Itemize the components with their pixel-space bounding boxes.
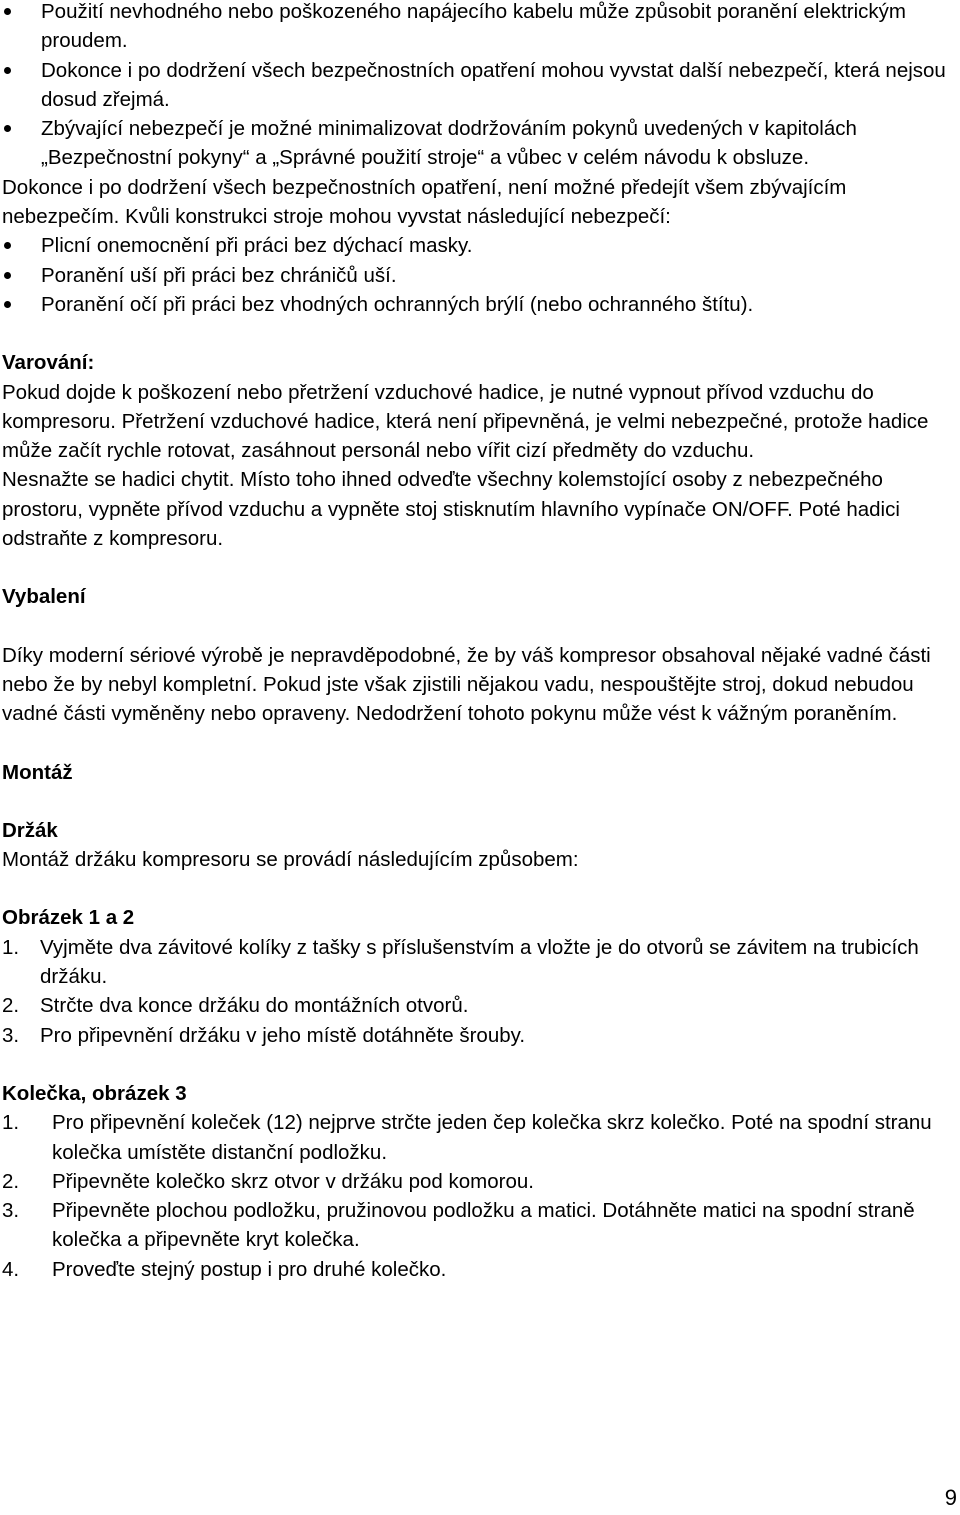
list-item bbox=[2, 1021, 954, 1050]
list-item bbox=[2, 1108, 954, 1167]
spacer bbox=[2, 319, 954, 348]
step-text: Vyjměte dva závitové kolíky z tašky s příslušenstvím a vložte je do otvorů se závitem na trubicích držáku. bbox=[40, 935, 919, 989]
step-number: 1. bbox=[2, 935, 20, 959]
safety-bullet-list bbox=[2, 0, 954, 173]
list-item bbox=[2, 1255, 954, 1284]
step-text: Připevněte kolečko skrz otvor v držáku pod komorou. bbox=[52, 1169, 534, 1193]
manual-page bbox=[2, 0, 954, 1284]
page-number: 9 bbox=[944, 1485, 957, 1510]
warning-paragraph-2: Nesnažte se hadici chytit. Místo toho ihned odveďte všechny kolemstojící osoby z nebezpečného prostoru, vypněte přívod vzduchu a vypněte stoj stisknutím hlavního vypínače ON/OFF. Poté hadici odstraňte z kompresoru. bbox=[2, 468, 900, 551]
holder-paragraph: Montáž držáku kompresoru se provádí následujícím způsobem: bbox=[2, 848, 579, 872]
list-item: Zbývající nebezpečí je možné minimalizovat dodržováním pokynů uvedených v kapitolách „Bezpečnostní pokyny“ a „Správné použití stroje“ a vůbec v celém návodu k obsluze. bbox=[2, 114, 954, 173]
hazard-bullet-list bbox=[2, 231, 954, 319]
list-item: Poranění uší při práci bez chráničů uší. bbox=[2, 261, 954, 290]
spacer bbox=[2, 553, 954, 582]
list-item bbox=[2, 991, 954, 1020]
step-text: Připevněte plochou podložku, pružinovou podložku a matici. Dotáhněte matici na spodní straně kolečka a připevněte kryt kolečka. bbox=[52, 1199, 915, 1252]
holder-steps-list bbox=[2, 933, 954, 1050]
step-number: 2. bbox=[2, 1169, 20, 1193]
step-number: 4. bbox=[2, 1257, 20, 1281]
list-item bbox=[2, 1167, 954, 1196]
assembly-heading: Montáž bbox=[2, 760, 73, 784]
list-item bbox=[2, 1196, 954, 1255]
list-item: Použití nevhodného nebo poškozeného napájecího kabelu může způsobit poranění elektrickým proudem. bbox=[2, 0, 954, 56]
step-number: 3. bbox=[2, 1023, 20, 1047]
step-text: Strčte dva konce držáku do montážních otvorů. bbox=[40, 994, 469, 1018]
list-item: Plicní onemocnění při práci bez dýchací masky. bbox=[2, 231, 954, 260]
list-item: Dokonce i po dodržení všech bezpečnostních opatření mohou vyvstat další nebezpečí, která nejsou dosud zřejmá. bbox=[2, 56, 954, 115]
spacer bbox=[2, 612, 954, 641]
spacer bbox=[2, 1050, 954, 1079]
spacer bbox=[2, 874, 954, 903]
spacer bbox=[2, 729, 954, 758]
residual-hazards-paragraph: Dokonce i po dodržení všech bezpečnostních opatření, není možné předejít všem zbývajícím nebezpečím. Kvůli konstrukci stroje mohou vyvstat následující nebezpečí: bbox=[2, 175, 847, 229]
list-item: Poranění očí při práci bez vhodných ochranných brýlí (nebo ochranného štítu). bbox=[2, 290, 954, 319]
unpacking-paragraph: Díky moderní sériové výrobě je nepravděpodobné, že by váš kompresor obsahoval nějaké vadné části nebo že by nebyl kompletní. Pokud jste však zjistili nějakou vadu, nespouštějte stroj, dokud nebudou vadné části vyměněny nebo opraveny. Nedodržení tohoto pokynu může vést k vážným poraněním. bbox=[2, 643, 931, 726]
list-item bbox=[2, 933, 954, 992]
wheels-heading: Kolečka, obrázek 3 bbox=[2, 1081, 187, 1105]
warning-paragraph: Pokud dojde k poškození nebo přetržení vzduchové hadice, je nutné vypnout přívod vzduchu do kompresoru. Přetržení vzduchové hadice, která není připevněná, je velmi nebezpečné, protože hadice může začít rychle rotovat, zasáhnout personál nebo vířit cizí předměty do vzduchu. bbox=[2, 380, 929, 463]
step-text: Proveďte stejný postup i pro druhé kolečko. bbox=[52, 1257, 447, 1281]
spacer bbox=[2, 787, 954, 816]
holder-heading: Držák bbox=[2, 818, 58, 842]
step-number: 1. bbox=[2, 1111, 20, 1135]
step-text: Pro připevnění koleček (12) nejprve strčte jeden čep kolečka skrz kolečko. Poté na spodní stranu kolečka umístěte distanční podložku. bbox=[52, 1111, 932, 1164]
wheels-steps-list bbox=[2, 1108, 954, 1284]
step-text: Pro připevnění držáku v jeho místě dotáhněte šrouby. bbox=[40, 1023, 526, 1047]
figure-1-2-heading: Obrázek 1 a 2 bbox=[2, 906, 135, 930]
step-number: 2. bbox=[2, 994, 20, 1018]
step-number: 3. bbox=[2, 1199, 20, 1223]
unpacking-heading: Vybalení bbox=[2, 585, 86, 609]
warning-heading: Varování: bbox=[2, 351, 95, 375]
